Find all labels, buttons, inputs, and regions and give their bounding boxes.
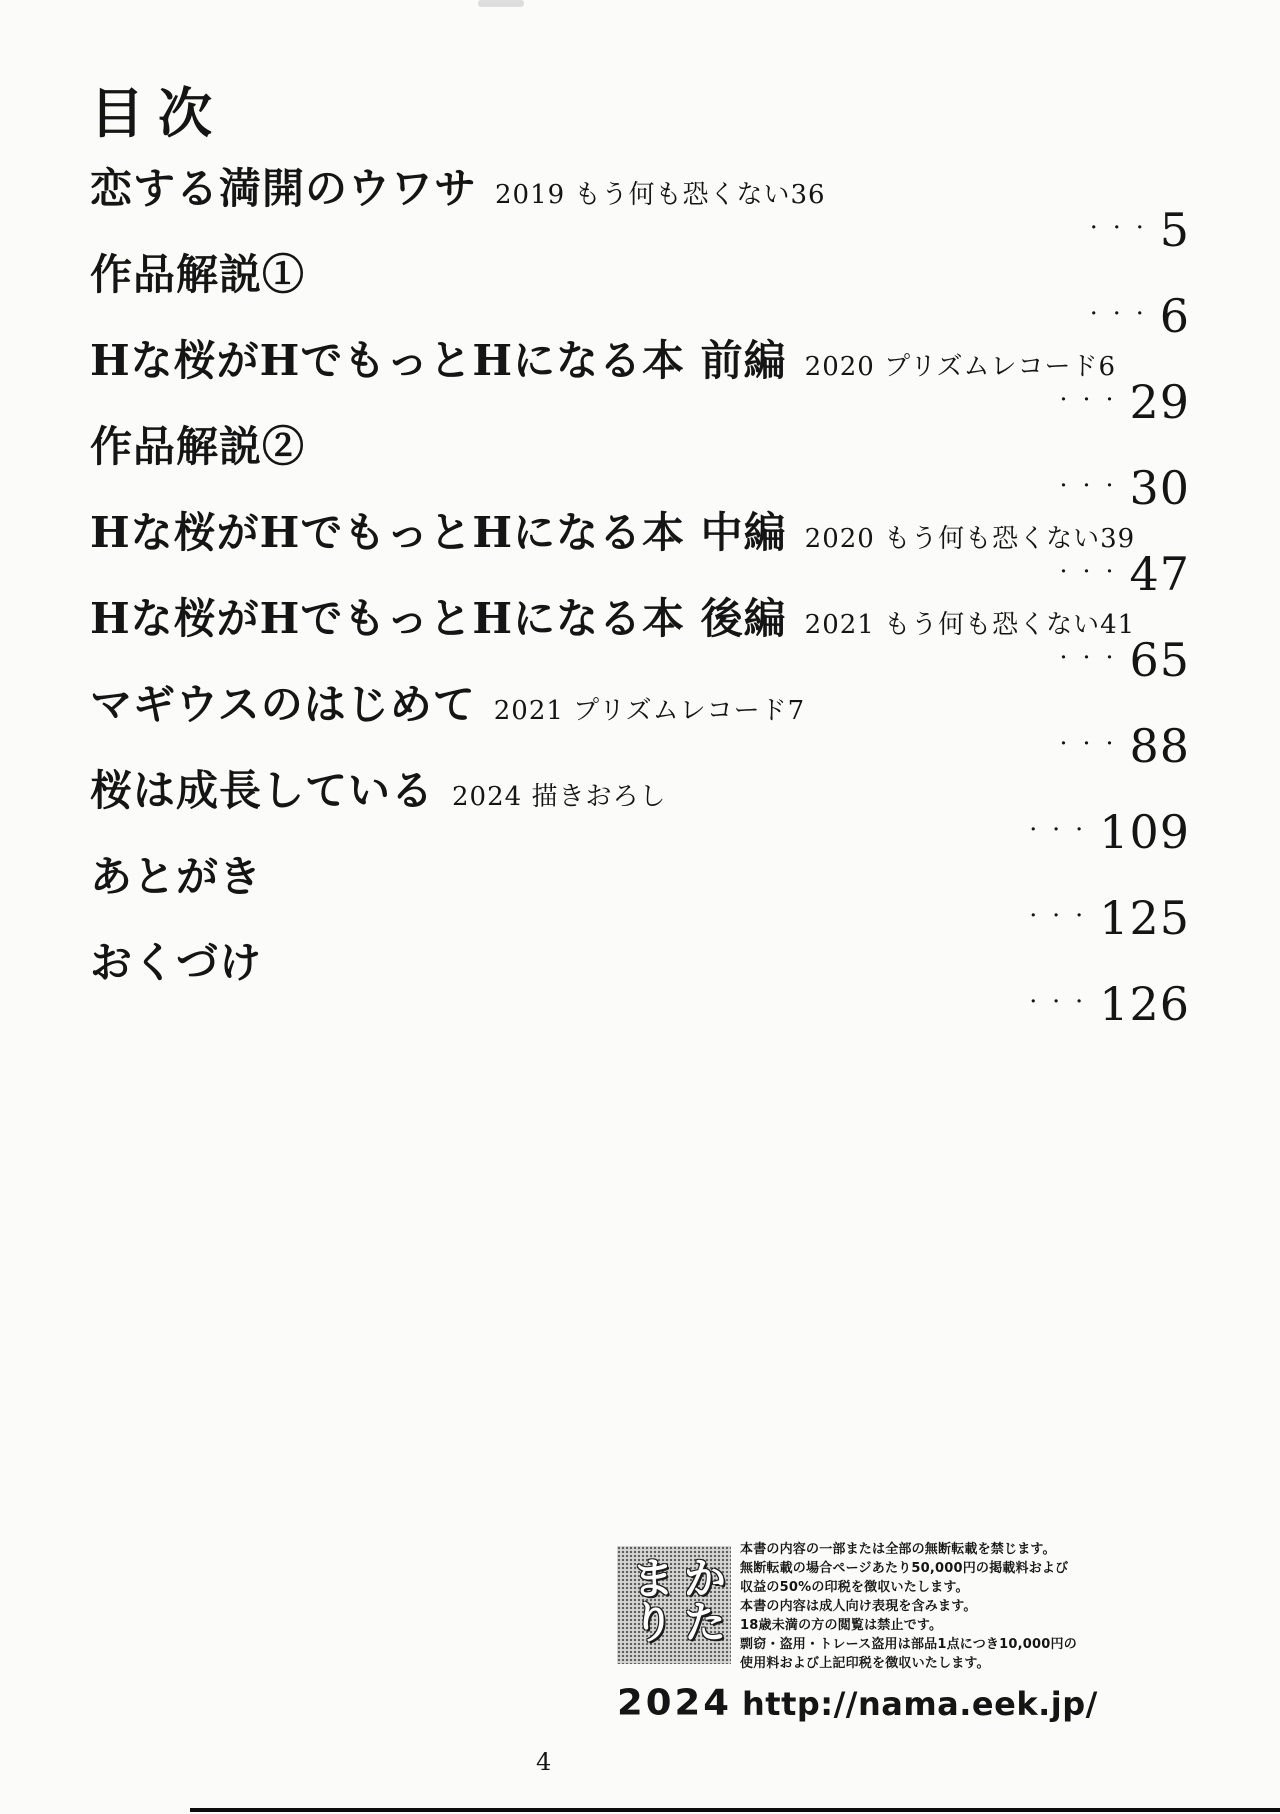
folio-page-number: 4 [536,1748,552,1776]
toc-entry-page: 47 [1129,547,1190,602]
toc-entry-page: 65 [1129,633,1190,688]
colophon-block [617,1540,1098,1724]
circle-stamp-text: かたまり [623,1555,726,1643]
toc-entry-annotation: 2021 プリズムレコード7 [493,696,806,726]
leader-dots: ・・・ [1024,992,1094,1014]
toc-entry-annotation: 2024 描きおろし [452,782,667,812]
toc-entry-title: 作品解説① [90,250,306,299]
toc-entry-annotation: 2020 プリズムレコード6 [804,352,1117,382]
leader-dots: ・・・ [1024,820,1094,842]
leader-dots: ・・・ [1084,218,1154,240]
toc-entry-title: 恋する満開のウワサ [90,164,478,213]
leader-dots: ・・・ [1084,304,1154,326]
toc-entry [90,594,1190,688]
leader-dots: ・・・ [1054,390,1124,412]
toc-entry-title: Hな桜がHでもっとHになる本 前編 [90,336,787,385]
legal-line: 本書の内容は成人向け表現を含みます。 [740,1599,977,1614]
leader-dots: ・・・ [1054,476,1124,498]
legal-line: 使用料および上記印税を徴収いたします。 [740,1656,990,1671]
toc-entry [90,422,1190,516]
toc-entry-title: おくづけ [90,938,263,987]
toc-entry-page: 126 [1099,977,1190,1032]
toc-entry [90,680,1190,774]
toc-entry [90,250,1190,344]
leader-dots: ・・・ [1054,734,1124,756]
scan-smudge [478,0,524,7]
toc-entry-title: マギウスのはじめて [90,680,476,729]
table-of-contents [90,81,1190,1032]
toc-entry [90,164,1190,258]
toc-entry-annotation: 2019 もう何も恐くない36 [495,180,826,210]
page-title: 目次 [90,81,226,145]
toc-entry-page: 88 [1129,719,1190,774]
toc-entry-page: 6 [1159,289,1190,344]
publication-year: 2024 [617,1682,732,1723]
legal-line: 無断転載の場合ページあたり50,000円の掲載料および [740,1561,1069,1576]
leader-dots: ・・・ [1054,562,1124,584]
leader-dots: ・・・ [1054,648,1124,670]
legal-line: 剽窃・盗用・トレース盗用は部品1点につき10,000円の [740,1637,1077,1652]
toc-entry [90,938,1190,1032]
toc-entry [90,336,1190,430]
circle-website-url: http://nama.eek.jp/ [741,1685,1098,1723]
toc-entry-page: 29 [1129,375,1190,430]
legal-line: 本書の内容の一部または全部の無断転載を禁じます。 [740,1542,1056,1557]
toc-entry [90,852,1190,946]
legal-line: 18歳未満の方の閲覧は禁止です。 [740,1618,943,1633]
toc-entry-title: あとがき [90,852,263,901]
toc-entry [90,508,1190,602]
toc-entry-title: Hな桜がHでもっとHになる本 後編 [90,594,787,643]
toc-entry-page: 109 [1099,805,1190,860]
toc-entry-page: 5 [1159,203,1190,258]
toc-entry-page: 125 [1099,891,1190,946]
toc-entry-title: Hな桜がHでもっとHになる本 中編 [90,508,787,557]
toc-entry-annotation: 2020 もう何も恐くない39 [804,524,1136,554]
legal-notice [740,1540,1077,1673]
leader-dots: ・・・ [1024,906,1094,928]
toc-entry-annotation: 2021 もう何も恐くない41 [804,610,1136,640]
scan-artifact-line [190,1808,1280,1812]
toc-entry-title: 桜は成長している [90,766,435,815]
toc-entry-title: 作品解説② [90,422,306,471]
legal-line: 収益の50%の印税を徴収いたします。 [740,1580,969,1595]
circle-stamp-logo [617,1546,731,1664]
toc-entry-page: 30 [1129,461,1190,516]
toc-entry [90,766,1190,860]
